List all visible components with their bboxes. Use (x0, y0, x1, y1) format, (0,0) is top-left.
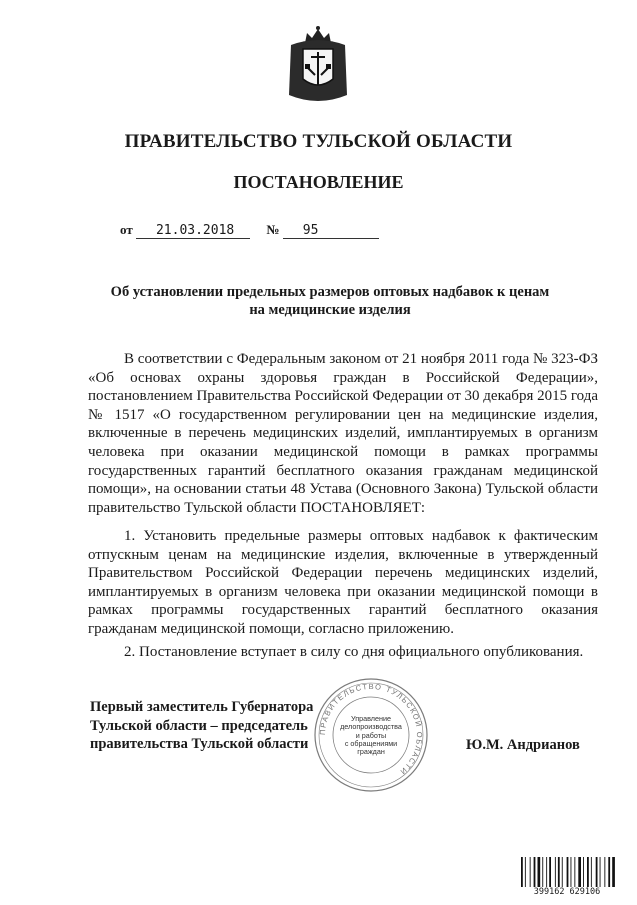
document-number: 95 (283, 223, 379, 239)
body-preamble (88, 350, 598, 517)
stamp-line-3: и работы (355, 730, 387, 740)
barcode-number: 399162 629106 (519, 887, 615, 897)
stamp-line-2: делопроизводства (340, 722, 402, 732)
stamp-inner-text (312, 715, 430, 756)
title-line-1: Об установлении предельных размеров оптовых надбавок к ценам (110, 284, 550, 300)
document-title (60, 283, 600, 319)
preamble-paragraph: В соответствии с Федеральным законом от 21 ноября 2011 года № 323-ФЗ «Об основах охраны здоровья граждан в Российской Федерации», постановлением Правительства Российской Федерации от 30 декабря 2015 года № 1517 «О государственном регулировании цен на медицинские изделия, включенные в перечень медицинских изделий, имплантируемых в организм человека при оказании медицинской помощи в рамках программы государственных гарантий бесплатного оказания гражданам медицинской помощи», на основании статьи 48 Устава (Основного Закона) Тульской области правительство Тульской области ПОСТАНОВЛЯЕТ: (88, 351, 598, 516)
item-2-paragraph: 2. Постановление вступает в силу со дня официального опубликования. (124, 644, 584, 660)
title-line-2: на медицинские изделия (249, 302, 411, 318)
number-prefix: № (266, 222, 280, 237)
item-1-paragraph: 1. Установить предельные размеры оптовых надбавок к фактическим отпускным ценам на медицинские изделия, включенные в утвержденный Правительством Российской Федерации перечень медицинских изделий, имплантируемых в организм человека при оказании медицинской помощи в рамках программы государственных гарантий бесплатного оказания гражданам медицинской помощи, согласно приложению. (88, 528, 598, 637)
signatory-name: Ю.М. Андрианов (466, 737, 580, 753)
date-prefix: от (120, 222, 133, 237)
coat-of-arms-emblem (285, 25, 351, 105)
stamp-line-1: Управление (351, 714, 391, 723)
body-item-2 (88, 643, 598, 662)
date-number-row (120, 222, 379, 239)
document-date: 21.03.2018 (136, 223, 250, 239)
signatory-line-3: правительства Тульской области (90, 736, 309, 753)
signatory-line-1: Первый заместитель Губернатора (90, 699, 314, 715)
stamp-ring-text: ПРАВИТЕЛЬСТВО ТУЛЬСКОЙ ОБЛАСТИ (317, 681, 425, 777)
signatory-line-2: Тульской области – председатель (90, 717, 308, 734)
signatory-position (90, 698, 313, 754)
stamp-line-4: с обращениями (344, 738, 398, 748)
body-item-1 (88, 527, 598, 639)
stamp-line-5: граждан (357, 747, 385, 757)
government-name: ПРАВИТЕЛЬСТВО ТУЛЬСКОЙ ОБЛАСТИ (124, 131, 513, 152)
document-type: ПОСТАНОВЛЕНИЕ (233, 172, 404, 192)
